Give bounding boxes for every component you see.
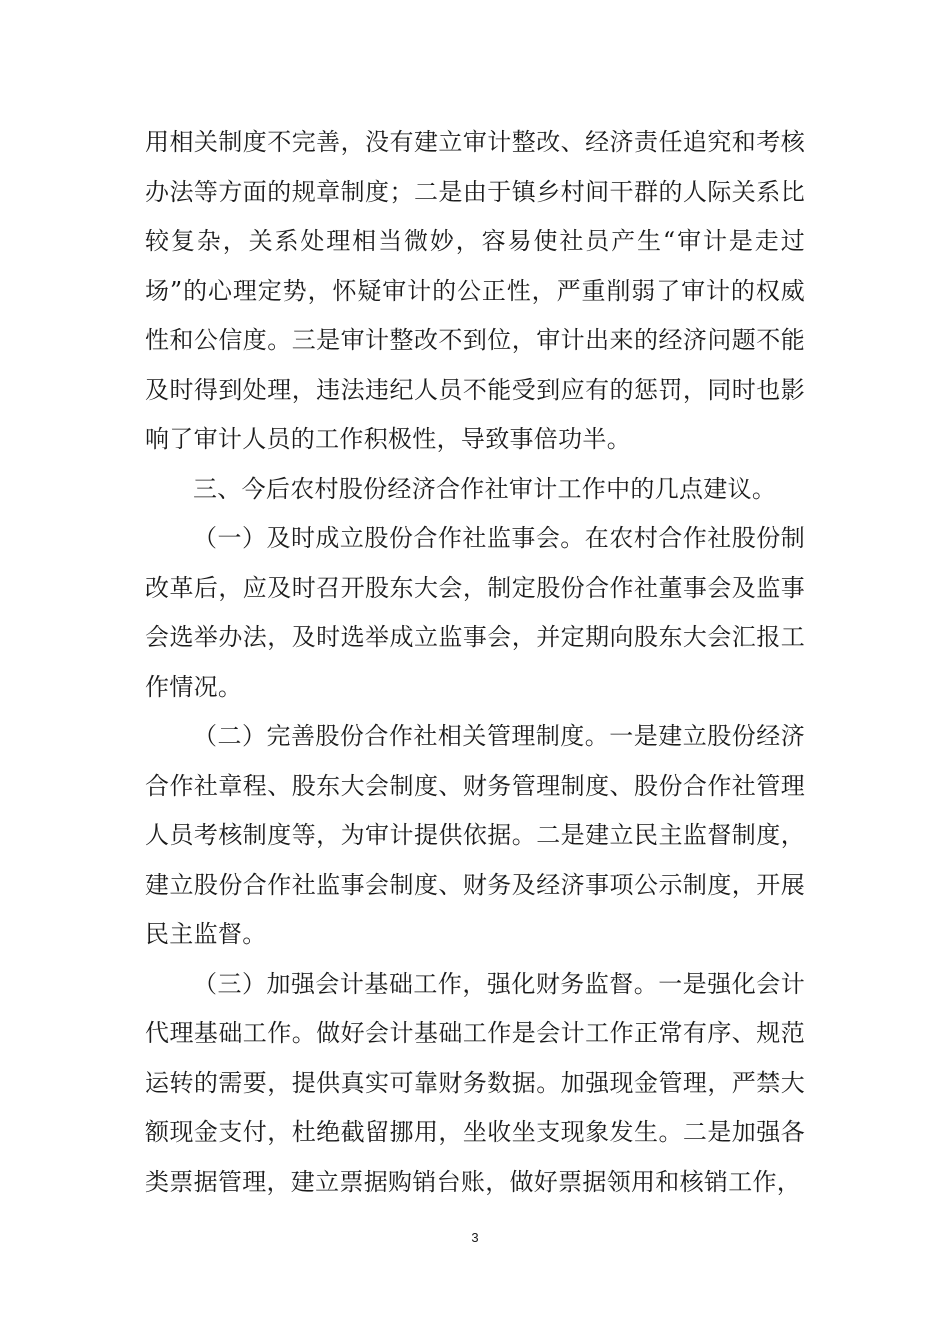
paragraph-continuation: 用相关制度不完善，没有建立审计整改、经济责任追究和考核办法等方面的规章制度；二是由于镇乡村间干群的人际关系比较复杂，关系处理相当微妙，容易使社员产生“审计是走过场”的心理定势，怀疑审计的公正性，严重削弱了审计的权威性和公信度。三是审计整改不到位，审计出来的经济问题不能及时得到处理，违法违纪人员不能受到应有的惩罚，同时也影响了审计人员的工作积极性，导致事倍功半。 bbox=[145, 128, 805, 453]
paragraph-suggestion-one: （一）及时成立股份合作社监事会。在农村合作社股份制改革后，应及时召开股东大会，制定股份合作社董事会及监事会选举办法，及时选举成立监事会，并定期向股东大会汇报工作情况。 bbox=[145, 524, 805, 701]
page-number: 3 bbox=[471, 1230, 479, 1245]
document-body bbox=[145, 118, 805, 1207]
paragraph-suggestion-two: （二）完善股份合作社相关管理制度。一是建立股份经济合作社章程、股东大会制度、财务管理制度、股份合作社管理人员考核制度等，为审计提供依据。二是建立民主监督制度，建立股份合作社监事会制度、财务及经济事项公示制度，开展民主监督。 bbox=[145, 722, 805, 948]
section-heading-three: 三、今后农村股份经济合作社审计工作中的几点建议。 bbox=[193, 474, 777, 503]
paragraph-suggestion-three: （三）加强会计基础工作，强化财务监督。一是强化会计代理基础工作。做好会计基础工作是会计工作正常有序、规范运转的需要，提供真实可靠财务数据。加强现金管理，严禁大额现金支付，杜绝截留挪用，坐收坐支现象发生。二是加强各类票据管理，建立票据购销台账，做好票据领用和核销工作， bbox=[145, 969, 805, 1196]
